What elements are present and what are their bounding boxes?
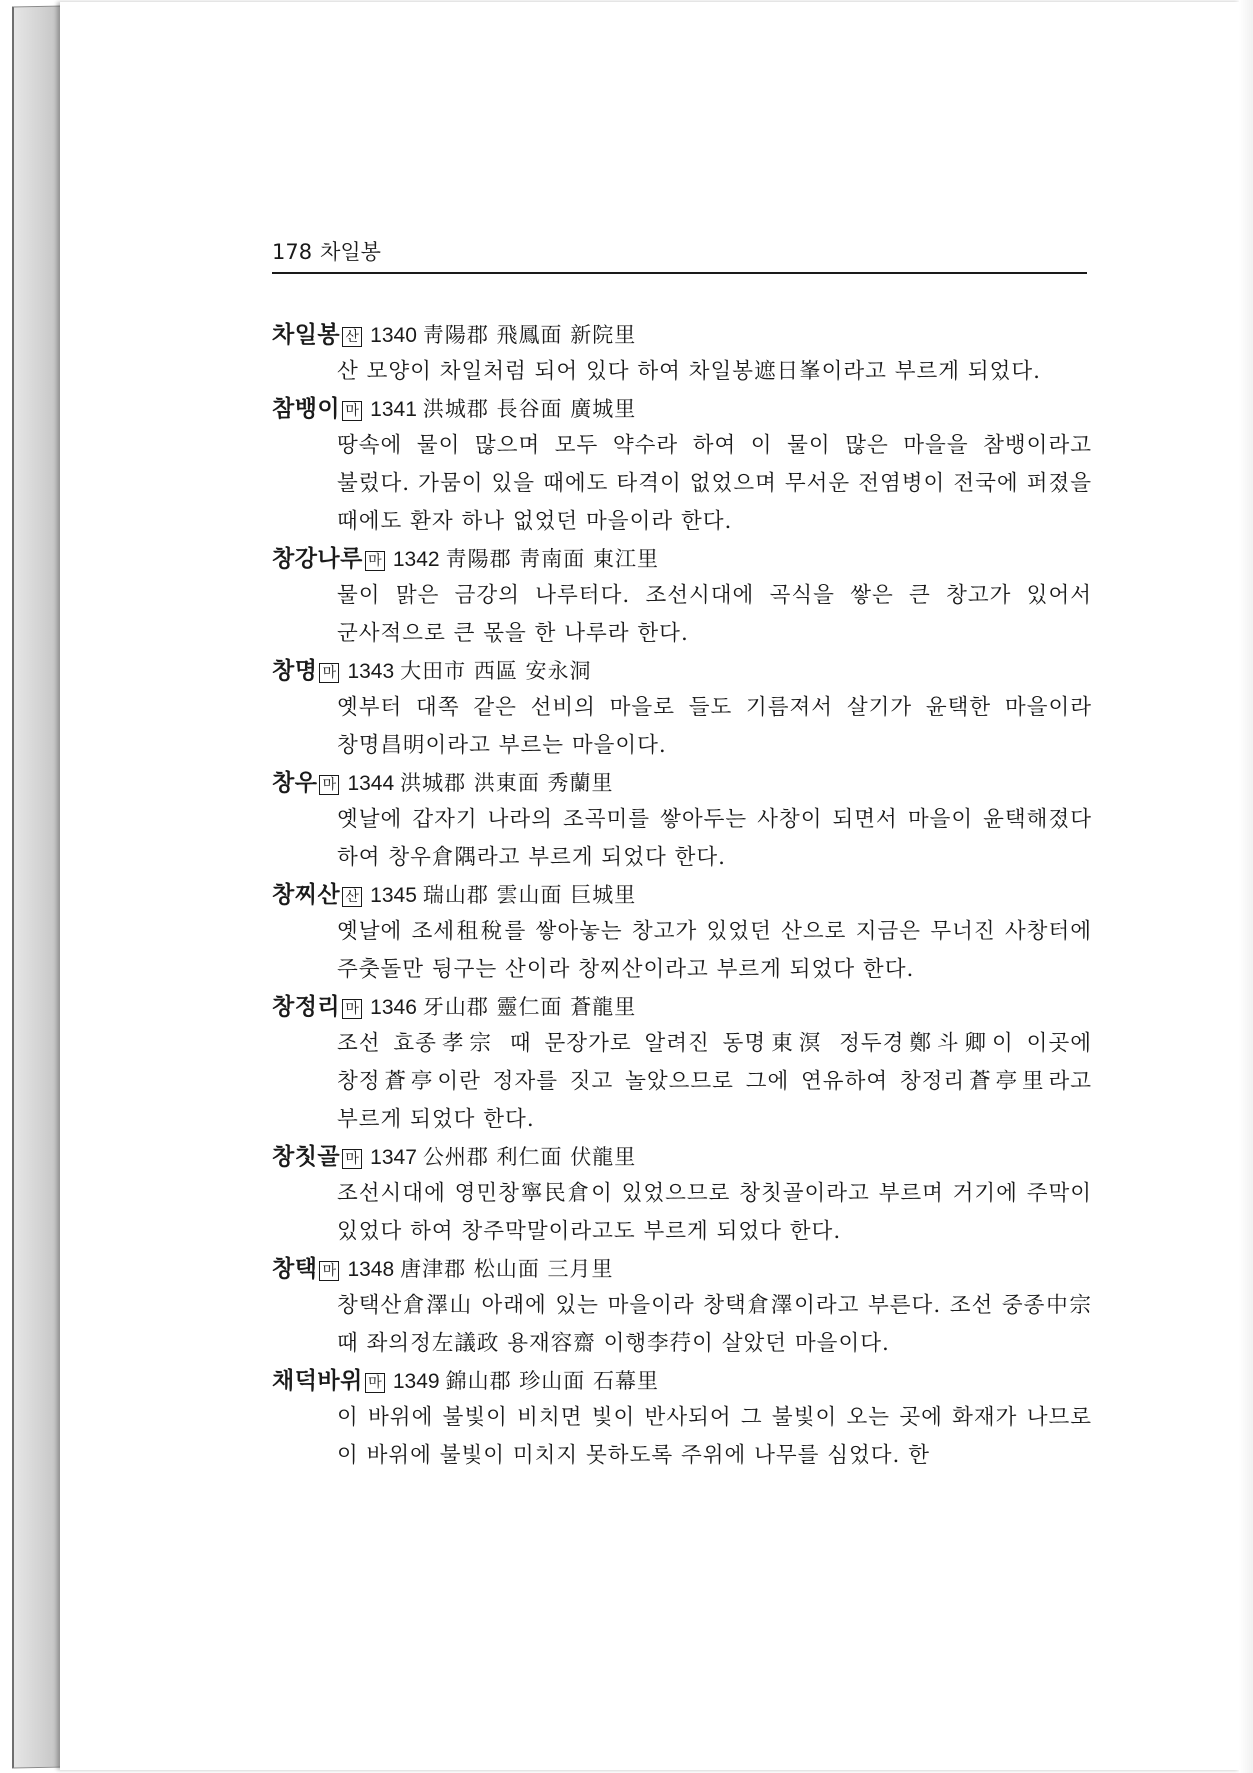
headword: 창택 [272,1256,318,1282]
category-mark: 마 [319,775,339,795]
category-mark: 마 [365,1373,385,1393]
entry [272,990,1092,1139]
entry-text: 조선 효종孝宗 때 문장가로 알려진 동명東溟 정두경鄭斗卿이 이곳에 창정蒼亭이란 정자를 짓고 놀았으므로 그에 연유하여 창정리蒼亭里라고 부르게 되었다 한다. [337,1031,1092,1132]
entry-number: 1349 [392,1370,440,1393]
entry-location: 洪城郡 洪東面 秀蘭里 [400,771,614,795]
entry-text: 창택산倉澤山 아래에 있는 마을이라 창택倉澤이라고 부른다. 조선 중종中宗 때 좌의정左議政 용재容齋 이행李荇이 살았던 마을이다. [337,1293,1092,1356]
entry-number: 1344 [347,772,395,795]
entry-location: 靑陽郡 飛鳳面 新院里 [422,323,637,347]
entry-number: 1341 [370,398,417,421]
entry-location: 公州郡 利仁面 伏龍里 [422,1145,637,1169]
entry [272,654,1092,765]
entry-text: 땅속에 물이 많으며 모두 약수라 하여 이 물이 많은 마을을 참뱅이라고 불렀다. 가뭄이 있을 때에도 타격이 없었으며 무서운 전염병이 전국에 퍼졌을 때에도 환자 하나 없었던 마을이라 한다. [337,433,1092,534]
entry-location: 牙山郡 靈仁面 蒼龍里 [422,995,637,1019]
entry-number: 1345 [370,884,417,907]
entry-headline [272,766,1092,801]
book-spine [12,6,64,1769]
entry-number: 1343 [347,660,395,683]
entry [272,542,1092,653]
headword: 창강나루 [272,546,363,572]
entry-location: 靑陽郡 靑南面 東江里 [445,547,659,571]
entry-number: 1340 [370,324,417,347]
entry [272,878,1092,989]
entry-text: 옛날에 조세租稅를 쌓아놓는 창고가 있었던 산으로 지금은 무너진 사창터에 주춧돌만 뒹구는 산이라 창찌산이라고 부르게 되었다 한다. [337,919,1092,982]
entry [272,1252,1092,1363]
headword: 창칫골 [272,1144,341,1170]
category-mark: 산 [342,887,362,907]
entry-headline [272,392,1092,427]
entry [272,1364,1092,1475]
entry-headline [272,318,1092,353]
headword: 창찌산 [272,882,341,908]
headword: 창명 [272,658,318,684]
category-mark: 마 [319,663,339,683]
entry-location: 大田市 西區 安永洞 [400,659,592,683]
running-title: 차일봉 [320,240,381,264]
entry [272,766,1092,877]
entry-number: 1346 [370,996,417,1019]
running-header [272,236,1087,274]
entry [272,318,1092,391]
entry-headline [272,542,1092,577]
entry-location: 洪城郡 長谷面 廣城里 [422,397,637,421]
entry [272,392,1092,541]
headword: 창우 [272,770,318,796]
entry-headline [272,654,1092,689]
entry-number: 1348 [347,1258,395,1281]
entry-headline [272,1252,1092,1287]
category-mark: 마 [342,401,362,421]
category-mark: 마 [342,999,362,1019]
entry-headline [272,1140,1092,1175]
page-number: 178 [272,240,313,264]
headword: 차일봉 [272,322,341,348]
entry-location: 唐津郡 松山面 三月里 [400,1257,614,1281]
entry-text: 산 모양이 차일처럼 되어 있다 하여 차일봉遮日峯이라고 부르게 되었다. [337,359,1042,384]
entry-text: 조선시대에 영민창寧民倉이 있었으므로 창칫골이라고 부르며 거기에 주막이 있었다 하여 창주막말이라고도 부르게 되었다 한다. [337,1181,1092,1244]
entry-location: 錦山郡 珍山面 石幕里 [445,1369,659,1393]
entry-text: 옛부터 대쪽 같은 선비의 마을로 들도 기름져서 살기가 윤택한 마을이라 창명昌明이라고 부르는 마을이다. [337,695,1092,758]
entry-list [272,318,1092,1476]
category-mark: 마 [319,1261,339,1281]
entry-text: 옛날에 갑자기 나라의 조곡미를 쌓아두는 사창이 되면서 마을이 윤택해졌다 하여 창우倉隅라고 부르게 되었다 한다. [337,807,1092,870]
entry-headline [272,878,1092,913]
category-mark: 마 [365,551,385,571]
entry-number: 1347 [370,1146,417,1169]
entry-headline [272,990,1092,1025]
entry-text: 이 바위에 불빛이 비치면 빛이 반사되어 그 불빛이 오는 곳에 화재가 나므로 이 바위에 불빛이 미치지 못하도록 주위에 나무를 심었다. 한 [337,1405,1092,1468]
entry-location: 瑞山郡 雲山面 巨城里 [422,883,637,907]
entry-number: 1342 [392,548,440,571]
entry-text: 물이 맑은 금강의 나루터다. 조선시대에 곡식을 쌓은 큰 창고가 있어서 군사적으로 큰 몫을 한 나루라 한다. [337,583,1092,646]
category-mark: 마 [342,1149,362,1169]
entry-headline [272,1364,1092,1399]
category-mark: 산 [342,327,362,347]
entry [272,1140,1092,1251]
headword: 창정리 [272,994,341,1020]
headword: 채덕바위 [272,1368,363,1394]
page-edge [1239,0,1253,1773]
headword: 참뱅이 [272,396,341,422]
